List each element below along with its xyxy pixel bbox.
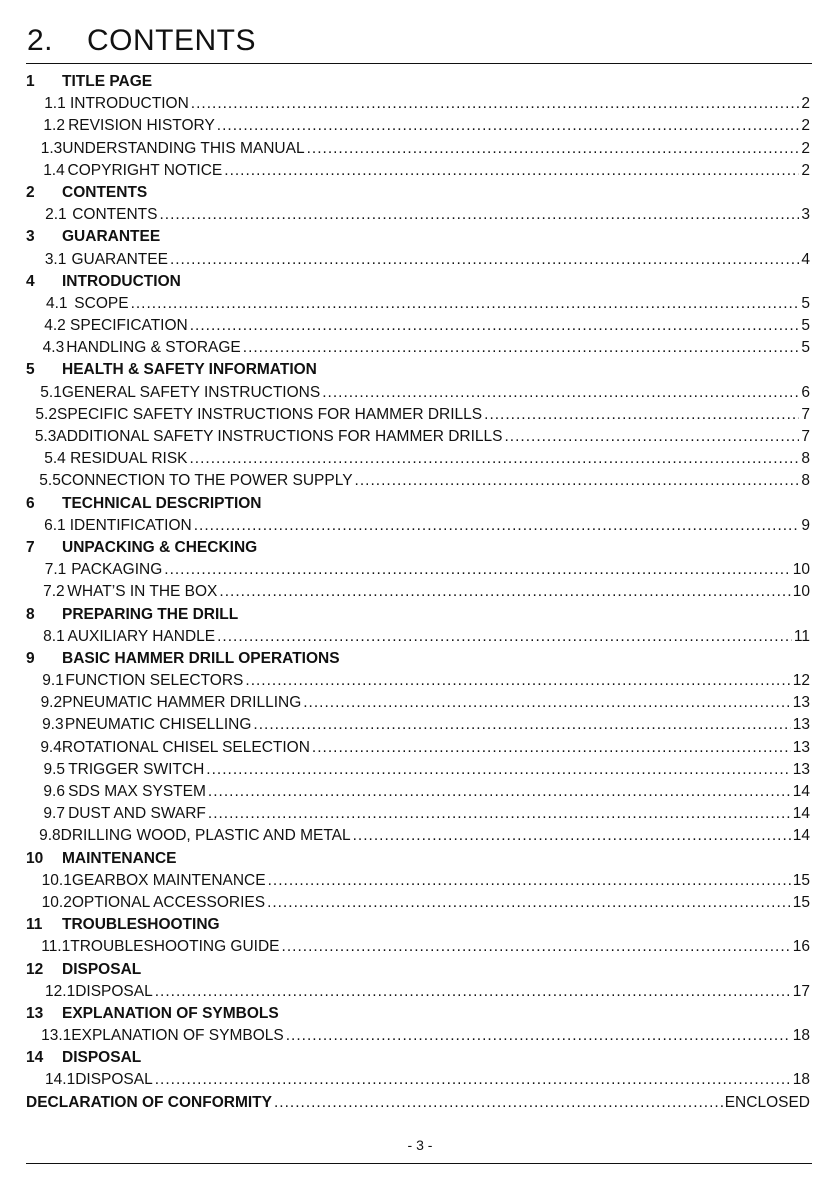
entry-page: 2: [801, 161, 810, 179]
entry-page: 5: [801, 317, 810, 335]
entry-page: 13: [792, 738, 810, 756]
toc-section[interactable]: [26, 493, 810, 515]
entry-number: 1.4: [43, 161, 65, 179]
entry-number: 9.2: [40, 694, 63, 712]
entry-title: RESIDUAL RISK: [70, 450, 188, 468]
toc-entry[interactable]: [26, 781, 810, 803]
entry-title: DISPOSAL: [75, 1071, 153, 1089]
section-title: PREPARING THE DRILL: [62, 605, 239, 623]
dot-leader: [355, 470, 800, 492]
entry-number: 9.8: [39, 827, 61, 845]
entry-page: 13: [792, 716, 810, 734]
section-title: MAINTENANCE: [62, 849, 177, 867]
entry-number: 9.3: [42, 716, 64, 734]
entry-title: GEARBOX MAINTENANCE: [71, 871, 266, 889]
toc-entry[interactable]: [26, 293, 810, 315]
entry-number: 5.1: [40, 383, 62, 401]
toc-entry[interactable]: [26, 714, 810, 736]
section-number: 14: [26, 1049, 44, 1067]
toc-section[interactable]: [26, 1003, 810, 1025]
entry-number: 4.3: [42, 339, 65, 357]
section-number: 3: [26, 228, 35, 246]
title-text: CONTENTS: [87, 24, 256, 57]
entry-page: 6: [801, 383, 810, 401]
entry-title: WHAT’S IN THE BOX: [67, 583, 218, 601]
entry-number: 5.5: [39, 472, 61, 490]
section-title: BASIC HAMMER DRILL OPERATIONS: [62, 649, 340, 667]
entry-number: 9.1: [42, 672, 64, 690]
entry-title: PACKAGING: [71, 561, 163, 579]
toc-section[interactable]: [26, 359, 810, 381]
entry-title: PNEUMATIC CHISELLING: [64, 716, 252, 734]
page-title: [27, 22, 256, 60]
toc-section[interactable]: [26, 537, 810, 559]
entry-title: TRIGGER SWITCH: [68, 760, 205, 778]
dot-leader: [208, 781, 791, 803]
entry-page: 2: [801, 95, 810, 113]
entry-page: 15: [792, 893, 810, 911]
entry-number: 4.2: [44, 317, 66, 335]
entry-title: FUNCTION SELECTORS: [65, 672, 244, 690]
dot-leader: [155, 1069, 791, 1091]
toc-entry[interactable]: [26, 337, 810, 359]
toc-entry[interactable]: [26, 870, 810, 892]
dot-leader: [353, 825, 791, 847]
entry-title: HANDLING & STORAGE: [66, 339, 241, 357]
toc-entry[interactable]: [26, 249, 810, 271]
dot-leader: [322, 382, 799, 404]
entry-page: 11: [793, 627, 810, 645]
entry-page: 13: [792, 694, 810, 712]
entry-page: 13: [792, 760, 810, 778]
entry-page: 5: [801, 294, 810, 312]
toc-entry[interactable]: [26, 93, 810, 115]
entry-title: DISPOSAL: [75, 982, 153, 1000]
entry-page: 18: [792, 1071, 810, 1089]
entry-page: 9: [801, 516, 810, 534]
entry-title: GENERAL SAFETY INSTRUCTIONS: [61, 383, 321, 401]
toc-entry[interactable]: [26, 759, 810, 781]
entry-page: 2: [801, 117, 810, 135]
dot-leader: [243, 337, 800, 359]
entry-number: 6.1: [44, 516, 66, 534]
entry-page: 17: [792, 982, 810, 1000]
entry-page: 14: [792, 827, 810, 845]
section-title: DISPOSAL: [62, 960, 142, 978]
section-title: TITLE PAGE: [62, 73, 153, 90]
toc-entry[interactable]: [26, 892, 810, 914]
dot-leader: [190, 448, 800, 470]
entry-number: 5.2: [35, 405, 57, 423]
toc-entry[interactable]: [26, 559, 810, 581]
section-title: EXPLANATION OF SYMBOLS: [62, 1004, 279, 1022]
entry-page: 12: [792, 672, 810, 690]
section-number: 13: [26, 1004, 44, 1022]
toc-section[interactable]: [26, 1047, 810, 1069]
section-title: CONTENTS: [62, 183, 148, 201]
declaration-title: DECLARATION OF CONFORMITY: [26, 1093, 272, 1111]
toc-entry[interactable]: [26, 138, 810, 160]
section-title: TECHNICAL DESCRIPTION: [62, 494, 262, 512]
entry-number: 9.6: [43, 783, 65, 800]
entry-number: 1.3: [40, 139, 63, 157]
entry-number: 5.3: [34, 428, 57, 445]
toc-entry[interactable]: [26, 115, 810, 137]
entry-number: 2.1: [45, 206, 67, 224]
entry-number: 12.1: [45, 982, 76, 1000]
entry-title: ADDITIONAL SAFETY INSTRUCTIONS FOR HAMMER DRILLS: [56, 428, 503, 445]
dot-leader: [282, 936, 791, 958]
dot-leader: [286, 1025, 791, 1047]
section-title: TROUBLESHOOTING: [62, 916, 220, 934]
entry-number: 9.4: [40, 738, 62, 756]
entry-page: 4: [801, 250, 810, 268]
entry-page: 7: [801, 405, 810, 423]
entry-title: PNEUMATIC HAMMER DRILLING: [62, 694, 302, 712]
section-title: UNPACKING & CHECKING: [62, 538, 258, 556]
entry-page: 3: [801, 206, 810, 224]
entry-title: GUARANTEE: [71, 250, 168, 268]
toc-section[interactable]: [26, 604, 810, 626]
entry-title: EXPLANATION OF SYMBOLS: [71, 1027, 284, 1045]
entry-title: SPECIFICATION: [70, 317, 188, 335]
entry-title: SPECIFIC SAFETY INSTRUCTIONS FOR HAMMER DRILLS: [56, 405, 483, 423]
entry-number: 11.1: [41, 938, 71, 956]
page-number: - 3 -: [407, 1137, 433, 1153]
section-number: 2: [26, 183, 35, 201]
section-title: DISPOSAL: [62, 1049, 142, 1067]
entry-page: 7: [801, 428, 810, 445]
toc-entry[interactable]: [26, 581, 810, 603]
entry-page: 16: [792, 938, 810, 956]
toc-entry[interactable]: [26, 315, 810, 337]
dot-leader: [164, 559, 790, 581]
dot-leader: [274, 1092, 723, 1114]
entry-number: 3.1: [44, 250, 67, 268]
toc-entry[interactable]: [26, 204, 810, 226]
toc-section[interactable]: [26, 914, 810, 936]
entry-page: 14: [792, 805, 810, 823]
toc-section[interactable]: [26, 71, 810, 93]
entry-number: 8.1: [43, 627, 65, 645]
entry-title: REVISION HISTORY: [68, 117, 215, 135]
section-number: 5: [26, 361, 35, 379]
dot-leader: [245, 670, 790, 692]
declaration-page: ENCLOSED: [724, 1093, 810, 1111]
dot-leader: [131, 293, 800, 315]
toc-entry[interactable]: [26, 626, 810, 648]
section-title: GUARANTEE: [62, 228, 161, 246]
section-number: 9: [26, 649, 35, 667]
dot-leader: [217, 626, 792, 648]
entry-number: 10.2: [41, 893, 72, 911]
toc-section[interactable]: [26, 271, 810, 293]
entry-number: 5.4: [44, 450, 66, 468]
entry-number: 7.2: [43, 583, 65, 601]
dot-leader: [208, 803, 791, 825]
bottom-divider: [26, 1163, 812, 1164]
entry-title: ROTATIONAL CHISEL SELECTION: [61, 738, 310, 756]
entry-page: 5: [801, 339, 810, 357]
toc-entry[interactable]: [26, 470, 810, 492]
section-title: INTRODUCTION: [62, 272, 181, 290]
dot-leader: [206, 759, 790, 781]
toc-entry[interactable]: [26, 404, 810, 426]
entry-number: 9.7: [43, 805, 65, 823]
section-number: 12: [26, 960, 44, 978]
dot-leader: [219, 581, 790, 603]
toc-entry[interactable]: [26, 448, 810, 470]
entry-page: 15: [792, 871, 810, 889]
entry-number: 1.2: [43, 117, 65, 135]
dot-leader: [194, 515, 800, 537]
entry-title: AUXILIARY HANDLE: [67, 627, 216, 645]
toc-entry[interactable]: [26, 1069, 810, 1091]
section-number: 1: [26, 73, 35, 90]
section-number: 8: [26, 605, 35, 623]
toc-entry[interactable]: [26, 670, 810, 692]
toc-entry[interactable]: [26, 160, 810, 182]
dot-leader: [312, 737, 791, 759]
section-number: 6: [26, 494, 35, 512]
dot-leader: [267, 892, 791, 914]
toc-section[interactable]: [26, 648, 810, 670]
entry-page: 8: [801, 450, 811, 468]
toc-section[interactable]: [26, 848, 810, 870]
entry-number: 14.1: [45, 1071, 76, 1089]
dot-leader: [303, 692, 791, 714]
dot-leader: [155, 981, 791, 1003]
entry-number: 9.5: [43, 760, 66, 778]
dot-leader: [307, 138, 800, 160]
dot-leader: [504, 426, 799, 448]
toc-entry[interactable]: [26, 803, 810, 825]
toc-section[interactable]: [26, 959, 810, 981]
toc-entry[interactable]: [26, 426, 810, 448]
entry-title: COPYRIGHT NOTICE: [67, 161, 223, 179]
entry-title: SCOPE: [74, 294, 129, 312]
toc-entry[interactable]: [26, 382, 810, 404]
dot-leader: [253, 714, 790, 736]
toc-entry[interactable]: [26, 825, 810, 847]
entry-page: 18: [792, 1027, 810, 1045]
section-number: 4: [26, 272, 35, 290]
section-number: 11: [26, 916, 43, 934]
entry-number: 7.1: [44, 561, 67, 579]
entry-number: 13.1: [41, 1027, 72, 1045]
entry-number: 10.1: [41, 871, 72, 889]
top-divider: [26, 63, 812, 64]
entry-title: TROUBLESHOOTING GUIDE: [70, 938, 280, 956]
toc-declaration[interactable]: [26, 1092, 810, 1114]
dot-leader: [191, 93, 800, 115]
dot-leader: [159, 204, 799, 226]
entry-title: DRILLING WOOD, PLASTIC AND METAL: [60, 827, 351, 845]
dot-leader: [170, 249, 799, 271]
toc-entry[interactable]: [26, 1025, 810, 1047]
entry-page: 8: [801, 472, 810, 490]
dot-leader: [217, 115, 800, 137]
section-number: 7: [26, 538, 35, 556]
toc-entry[interactable]: [26, 936, 810, 958]
toc-entry[interactable]: [26, 737, 810, 759]
toc-section[interactable]: [26, 182, 810, 204]
section-number: 10: [26, 849, 44, 867]
entry-title: DUST AND SWARF: [68, 805, 206, 823]
dot-leader: [484, 404, 799, 426]
toc-entry[interactable]: [26, 981, 810, 1003]
entry-page: 14: [792, 783, 810, 800]
toc-entry[interactable]: [26, 692, 810, 714]
toc-section[interactable]: [26, 226, 810, 248]
toc-entry[interactable]: [26, 515, 810, 537]
entry-title: INTRODUCTION: [69, 95, 189, 113]
dot-leader: [268, 870, 791, 892]
entry-number: 4.1: [45, 294, 68, 312]
entry-number: 1.1: [44, 95, 66, 113]
entry-page: 10: [792, 561, 810, 579]
dot-leader: [224, 160, 799, 182]
entry-page: 10: [792, 583, 810, 601]
entry-title: CONTENTS: [72, 206, 158, 224]
table-of-contents: [26, 71, 810, 1114]
entry-title: IDENTIFICATION: [69, 516, 192, 534]
entry-title: OPTIONAL ACCESSORIES: [71, 893, 266, 911]
dot-leader: [190, 315, 800, 337]
entry-title: SDS MAX SYSTEM: [68, 783, 206, 800]
entry-title: UNDERSTANDING THIS MANUAL: [62, 139, 305, 157]
title-number: 2.: [27, 24, 54, 57]
entry-title: CONNECTION TO THE POWER SUPPLY: [60, 472, 353, 490]
entry-page: 2: [801, 139, 810, 157]
section-title: HEALTH & SAFETY INFORMATION: [62, 361, 317, 379]
